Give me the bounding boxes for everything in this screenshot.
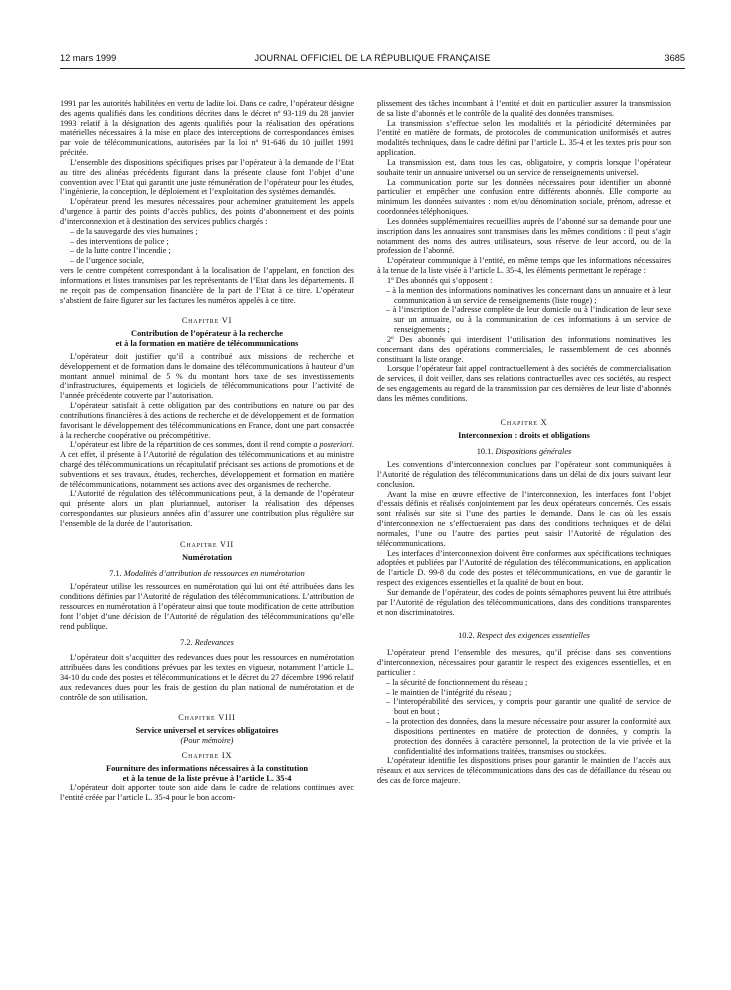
chapter-heading: Chapitre IX xyxy=(181,750,233,760)
paragraph: Lorsque l’opérateur fait appel contractuellement à des sociétés de commercialisation de services, il doit veiller, dans ses relations contractuelles avec ces sociétés, au respect de ses engagements au regard de la transmission par ces dernières de leur liste d’abonnés dans les mêmes conditions. xyxy=(377,364,671,403)
paragraph: Les conventions d’interconnexion conclues par l’opérateur sont communiquées à l’Autorité de régulation des télécommunications dans un délai de dix jours suivant leur conclusion. xyxy=(377,460,671,489)
list-item: – à l’inscription de l’adresse complète de leur domicile ou à l’indication de leur sexe sur un annuaire, ou à la communication de ces informations à un service de renseignements ; xyxy=(386,305,671,335)
paragraph: L’opérateur utilise les ressources en numérotation qui lui ont été attribuées dans les conditions définies par l’Autorité de régulation des télécommunications. L’attribution de ressources en numérotation à l’opérateur ainsi que toute modification de cette attribution font l’objet d’une décision de l’Autorité de régulation des télécommunications qu’elle rend publique. xyxy=(60,582,354,631)
paragraph: L’ensemble des dispositions spécifiques prises par l’opérateur à la demande de l’Etat au titre des alinéas précédents figurant dans la présente clause font l’objet d’une convention avec l’Etat qui garantit une juste rémunération de l’opérateur pour les études, l’ingénierie, la conception, le déploiement et l’exploitation des systèmes demandés. xyxy=(60,157,354,197)
page-header xyxy=(60,53,685,67)
chapter-title: Numérotation xyxy=(181,552,233,562)
header-rule xyxy=(60,68,685,69)
paragraph: L’opérateur prend les mesures nécessaires pour acheminer gratuitement les appels d’urgence à partir des points d’accès publics, des points d’abonnement et des points d’interconnexion et à destination des services publics chargés : xyxy=(60,197,354,226)
chapter-heading: Chapitre VIII xyxy=(178,713,236,723)
list-item: – des interventions de police ; xyxy=(70,236,169,246)
publication-date: 12 mars 1999 xyxy=(60,53,117,63)
list-item: – de la lutte contre l’incendie ; xyxy=(70,246,171,256)
paragraph: plissement des tâches incombant à l’entité et doit en particulier assurer la transmission de sa liste d’abonnés et le contrôle de la qualité des données transmises. xyxy=(377,99,671,118)
paragraph: La transmission est, dans tous les cas, obligatoire, y compris lorsque l’opérateur souhaite tenir un annuaire universel ou un service de renseignements universel. xyxy=(377,157,671,177)
paragraph: L’opérateur doit apporter toute son aide dans le cadre de relations continues avec l’entité créée par l’article L. 35-4 pour le bon accom- xyxy=(60,783,354,803)
list-item: – le maintien de l’intégrité du réseau ; xyxy=(386,687,512,697)
page-number: 3685 xyxy=(664,53,685,63)
chapter-title: et à la tenue de la liste prévue à l’article L. 35-4 xyxy=(122,773,292,783)
section-heading: 10.2. Respect des exigences essentielles xyxy=(458,631,590,641)
list-item: 1º Des abonnés qui s’opposent : xyxy=(387,275,493,285)
list-item: – la protection des données, dans la mesure nécessaire pour assurer la conformité aux dispositions pertinentes en matière de protection de données, y compris la protection des données à caractère personnel, la protection de la vie privée et la confidentialité des informations traitées, transmises ou stockées. xyxy=(386,717,671,756)
section-heading: 7.2. Redevances xyxy=(180,638,234,648)
chapter-note: (Pour mémoire) xyxy=(180,736,234,746)
paragraph: Les interfaces d’interconnexion doivent être conformes aux spécifications techniques adoptées et publiées par l’Autorité de régulation des télécommunications, en application de l’article D. 99-8 du code des postes et télécommunications, en vue de garantir le respect des exigences essentielles et la qualité de bout en bout. xyxy=(377,548,671,588)
right-column xyxy=(377,99,671,786)
paragraph: Avant la mise en œuvre effective de l’interconnexion, les interfaces font l’objet d’essais définis et réalisés conjointement par les deux opérateurs concernés. Ces essais sont réalisés sur site si l’une des parties le demande. Dans le cas où les essais d’interconnexion ne s’effectueraient pas dans des conditions techniques et de délai normales, l’une ou l’autre des parties peut saisir l’Autorité de régulation des télécommunications. xyxy=(377,489,671,548)
left-column xyxy=(60,99,354,803)
paragraph: L’opérateur satisfait à cette obligation par des contributions en nature ou par des contributions financières à des actions de recherche et de développement et de formation favorisant le développement des télécommunications en France, dont une part consacrée à la recherche coopérative ou précompétitive. xyxy=(60,401,354,440)
chapter-heading: Chapitre VI xyxy=(181,316,233,326)
list-item: – de l’urgence sociale, xyxy=(70,256,145,266)
chapter-title: Service universel et services obligatoires xyxy=(135,726,279,736)
list-item: – la sécurité de fonctionnement du réseau ; xyxy=(386,677,528,687)
chapter-heading: Chapitre VII xyxy=(180,539,234,549)
chapter-title: Contribution de l’opérateur à la recherche xyxy=(131,329,283,339)
paragraph: L’opérateur doit justifier qu’il a contribué aux missions de recherche et développement et de formation dans le domaine des télécommunications à hauteur d’un montant annuel minimal de 5 % du montant hors taxe de ses investissements d’infrastructures, équipements et logiciels de télécommunications pour l’activité de l’année précédente couverte par l’autorisation. xyxy=(60,351,354,401)
paragraph: L’opérateur prend l’ensemble des mesures, qu’il précise dans ses conventions d’interconnexion, nécessaires pour garantir le respect des exigences essentielles, et en particulier : xyxy=(377,648,671,677)
paragraph: L’Autorité de régulation des télécommunications peut, à la demande de l’opérateur qui présente alors un plan pluriannuel, autoriser la réalisation des dépenses correspondantes sur plusieurs années afin d’assurer une contribution plus régulière sur l’ensemble de la durée de l’autorisation. xyxy=(60,489,354,528)
list-item: – à la mention des informations nominatives les concernant dans un annuaire et à leur communication à un service de renseignements (liste rouge) ; xyxy=(386,285,671,305)
section-heading: 10.1. Dispositions générales xyxy=(476,447,572,457)
chapter-title: et à la formation en matière de télécommunications xyxy=(115,339,299,349)
paragraph: Sur demande de l’opérateur, des codes de points sémaphores peuvent lui être attribués par l’Autorité de régulation des télécommunications, dans des conditions transparentes et non discriminatoires. xyxy=(377,587,671,617)
paragraph: La transmission s’effectue selon les modalités et la périodicité déterminées par l’entité en matière de formats, de protocoles de communication uniformisés et autres modalités techniques, dans le cadre défini par l’article L. 35-4 et les textes pris pour son application. xyxy=(377,118,671,158)
paragraph: 2º Des abonnés qui interdisent l’utilisation des informations nominatives les concernant dans des opérations commerciales, le rassemblement de ces abonnés constituant la liste orange. xyxy=(377,334,671,364)
list-item: – l’interopérabilité des services, y compris pour garantir une qualité de service de bout en bout ; xyxy=(386,697,671,717)
chapter-heading: Chapitre X xyxy=(500,417,548,427)
chapter-title: Interconnexion : droits et obligations xyxy=(458,430,590,440)
list-item: – de la sauvegarde des vies humaines ; xyxy=(70,226,198,236)
paragraph: 1991 par les autorités habilitées en vertu de ladite loi. Dans ce cadre, l’opérateur désigne des agents qualifiés dans les conditions décrites dans le décret nº 93-119 du 28 janvier 1993 relatif à la désignation des agents qualifiés pour la réalisation des opérations matérielles nécessaires à la mise en place des interceptions de correspondances émises par voie de télécommunications, autorisées par la loi nº 91-646 du 10 juillet 1991 précitée. xyxy=(60,99,354,158)
paragraph: La communication porte sur les données nécessaires pour identifier un abonné particulier et empêcher une confusion entre différents abonnés. Elle comporte au minimum les données suivantes : nom et/ou dénomination sociale, prénom, adresse et coordonnées téléphoniques. xyxy=(377,177,671,217)
paragraph: Les données supplémentaires recueillies auprès de l’abonné sur sa demande pour une inscription dans les annuaires sont transmises dans les mêmes conditions : il peut s’agir notamment des noms des autres utilisateurs, sous réserve de leur accord, ou de la profession de l’abonné. xyxy=(377,216,671,256)
paragraph: L’opérateur est libre de la répartition de ces sommes, dont il rend compte a posteriori. A cet effet, il présente à l’Autorité de régulation des télécommunications et au ministre chargé des télécommunications un récapitulatif précisant ses actions de promotions et de subventions et ses travaux, études, recherches, développement et formation en matière de télécommunications, notamment ses actions avec des organismes de recherche. xyxy=(60,440,354,489)
journal-title: JOURNAL OFFICIEL DE LA RÉPUBLIQUE FRANÇAISE xyxy=(254,53,491,63)
paragraph: L’opérateur doit s’acquitter des redevances dues pour les ressources en numérotation attribuées dans les conditions prévues par les textes en vigueur, notamment l’article L. 34-10 du code des postes et télécommunications et le décret du 27 décembre 1996 relatif aux redevances dues pour les frais de gestion du plan national de numérotation et de contrôle de son utilisation. xyxy=(60,653,354,702)
paragraph: L’opérateur identifie les dispositions prises pour garantir le maintien de l’accès aux réseaux et aux services de télécommunications dans des cas de défaillance du réseau ou des cas de force majeure. xyxy=(377,756,671,785)
paragraph: L’opérateur communique à l’entité, en même temps que les informations nécessaires à la tenue de la liste visée à l’article L. 35-4, les éléments permettant le repérage : xyxy=(377,256,671,276)
chapter-title: Fourniture des informations nécessaires à la constitution xyxy=(105,763,309,773)
paragraph: vers le centre compétent correspondant à la localisation de l’appelant, en fonction des informations et listes transmises par les représentants de l’Etat dans les départements. Il ne reçoit pas de compensation financière de la part de l’Etat à ce titre. L’opérateur s’abstient de faire figurer sur les factures les numéros appelés à ce titre. xyxy=(60,266,354,305)
section-heading: 7.1. Modalités d’attribution de ressources en numérotation xyxy=(109,569,305,579)
